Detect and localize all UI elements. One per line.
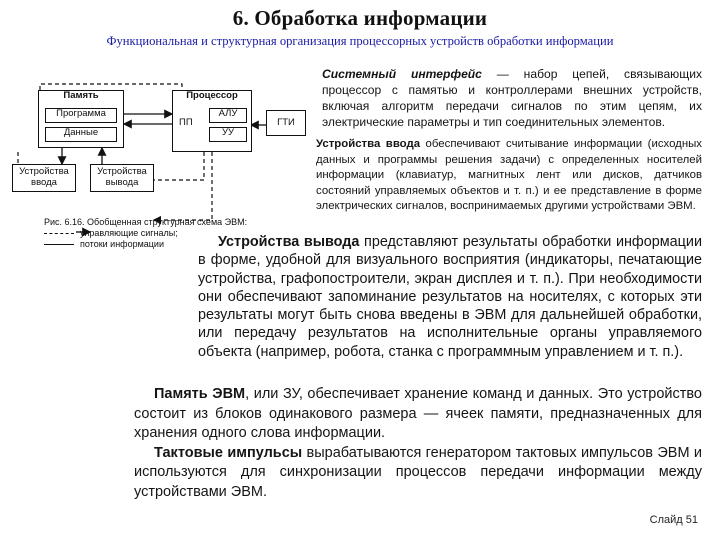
legend-solid-line xyxy=(44,244,74,245)
memory-block xyxy=(38,90,124,148)
slide-number: Слайд 51 xyxy=(649,514,698,526)
clock-generator-block: ГТИ xyxy=(266,110,306,136)
paragraph-memory-and-clock xyxy=(134,385,702,502)
paragraph-system-interface xyxy=(322,66,702,130)
control-to-output-line xyxy=(154,152,212,220)
processor-block xyxy=(172,90,252,152)
term-system-interface: Системный интерфейс xyxy=(322,67,482,81)
legend-control-label: управляющие сигналы; xyxy=(80,227,178,238)
paragraph-clock-text: вырабатываются генератором тактовых импульсов ЭВМ и используются для синхронизации процессов передачи информации между устройствами ЭВМ. xyxy=(134,444,702,500)
control-unit-block: УУ xyxy=(209,127,247,142)
processor-label: Процессор xyxy=(186,90,238,101)
caption-text: Рис. 6.16. Обобщенная структурная схема ЭВМ: xyxy=(44,217,248,227)
term-input-devices: Устройства ввода xyxy=(316,138,421,150)
memory-label: Память xyxy=(63,90,99,101)
data-block: Данные xyxy=(45,127,117,142)
paragraph-output-devices-text: представляют результаты обработки информации в форме, удобной для визуального восприятия (индикаторы, печатающие устройства, графопостроители, экран дисплея и т. п.). При необходимости они обеспечивают запоминание результатов на носителях, с которых эти результаты могут быть снова введены в ЭВМ для дальнейшей обработки, или передачу результатов на исполнительные органы управляемого объекта (например, робота, станка с программным управлением и т. п.). xyxy=(198,234,702,360)
term-memory: Память ЭВМ xyxy=(154,386,246,402)
legend-dashed-line xyxy=(44,233,74,234)
pp-label: ПП xyxy=(179,117,193,128)
paragraph-input-devices-text: обеспечивают считывание информации (исходных данных и программы решения задачи) с определенных носителей информации (клавиатур, магнитных лент или дисков, датчиков состояний управляемых объектов и т. п.) и ее представление в форме электрических сигналов, воспринимаемых другими устройствами ЭВМ. xyxy=(316,138,702,212)
slide-subtitle: Функциональная и структурная организация процессорных устройств обработки информации xyxy=(106,34,614,48)
program-block: Программа xyxy=(45,108,117,123)
paragraph-memory-text: , или ЗУ, обеспечивает хранение команд и данных. Это устройство состоит из блоков одинакового размера — ячеек памяти, предназначенных для хранения одного слова информации. xyxy=(134,386,702,441)
paragraph-output-devices xyxy=(198,233,702,361)
output-devices-block: Устройства вывода xyxy=(90,164,154,192)
paragraph-system-interface-text: — набор цепей, связывающих процессор с памятью и контроллерами внешних устройств, включая алгоритм передачи сигналов по этим цепям, их электрические параметры и тип соединительных элементов. xyxy=(322,67,703,129)
input-devices-block: Устройства ввода xyxy=(12,164,76,192)
term-clock-pulses: Тактовые импульсы xyxy=(154,444,303,461)
term-output-devices: Устройства вывода xyxy=(218,234,360,250)
slide-title: 6. Обработка информации xyxy=(232,6,488,30)
paragraph-input-devices xyxy=(316,137,702,215)
legend-info-label: потоки информации xyxy=(80,238,164,249)
alu-block: АЛУ xyxy=(209,108,247,123)
